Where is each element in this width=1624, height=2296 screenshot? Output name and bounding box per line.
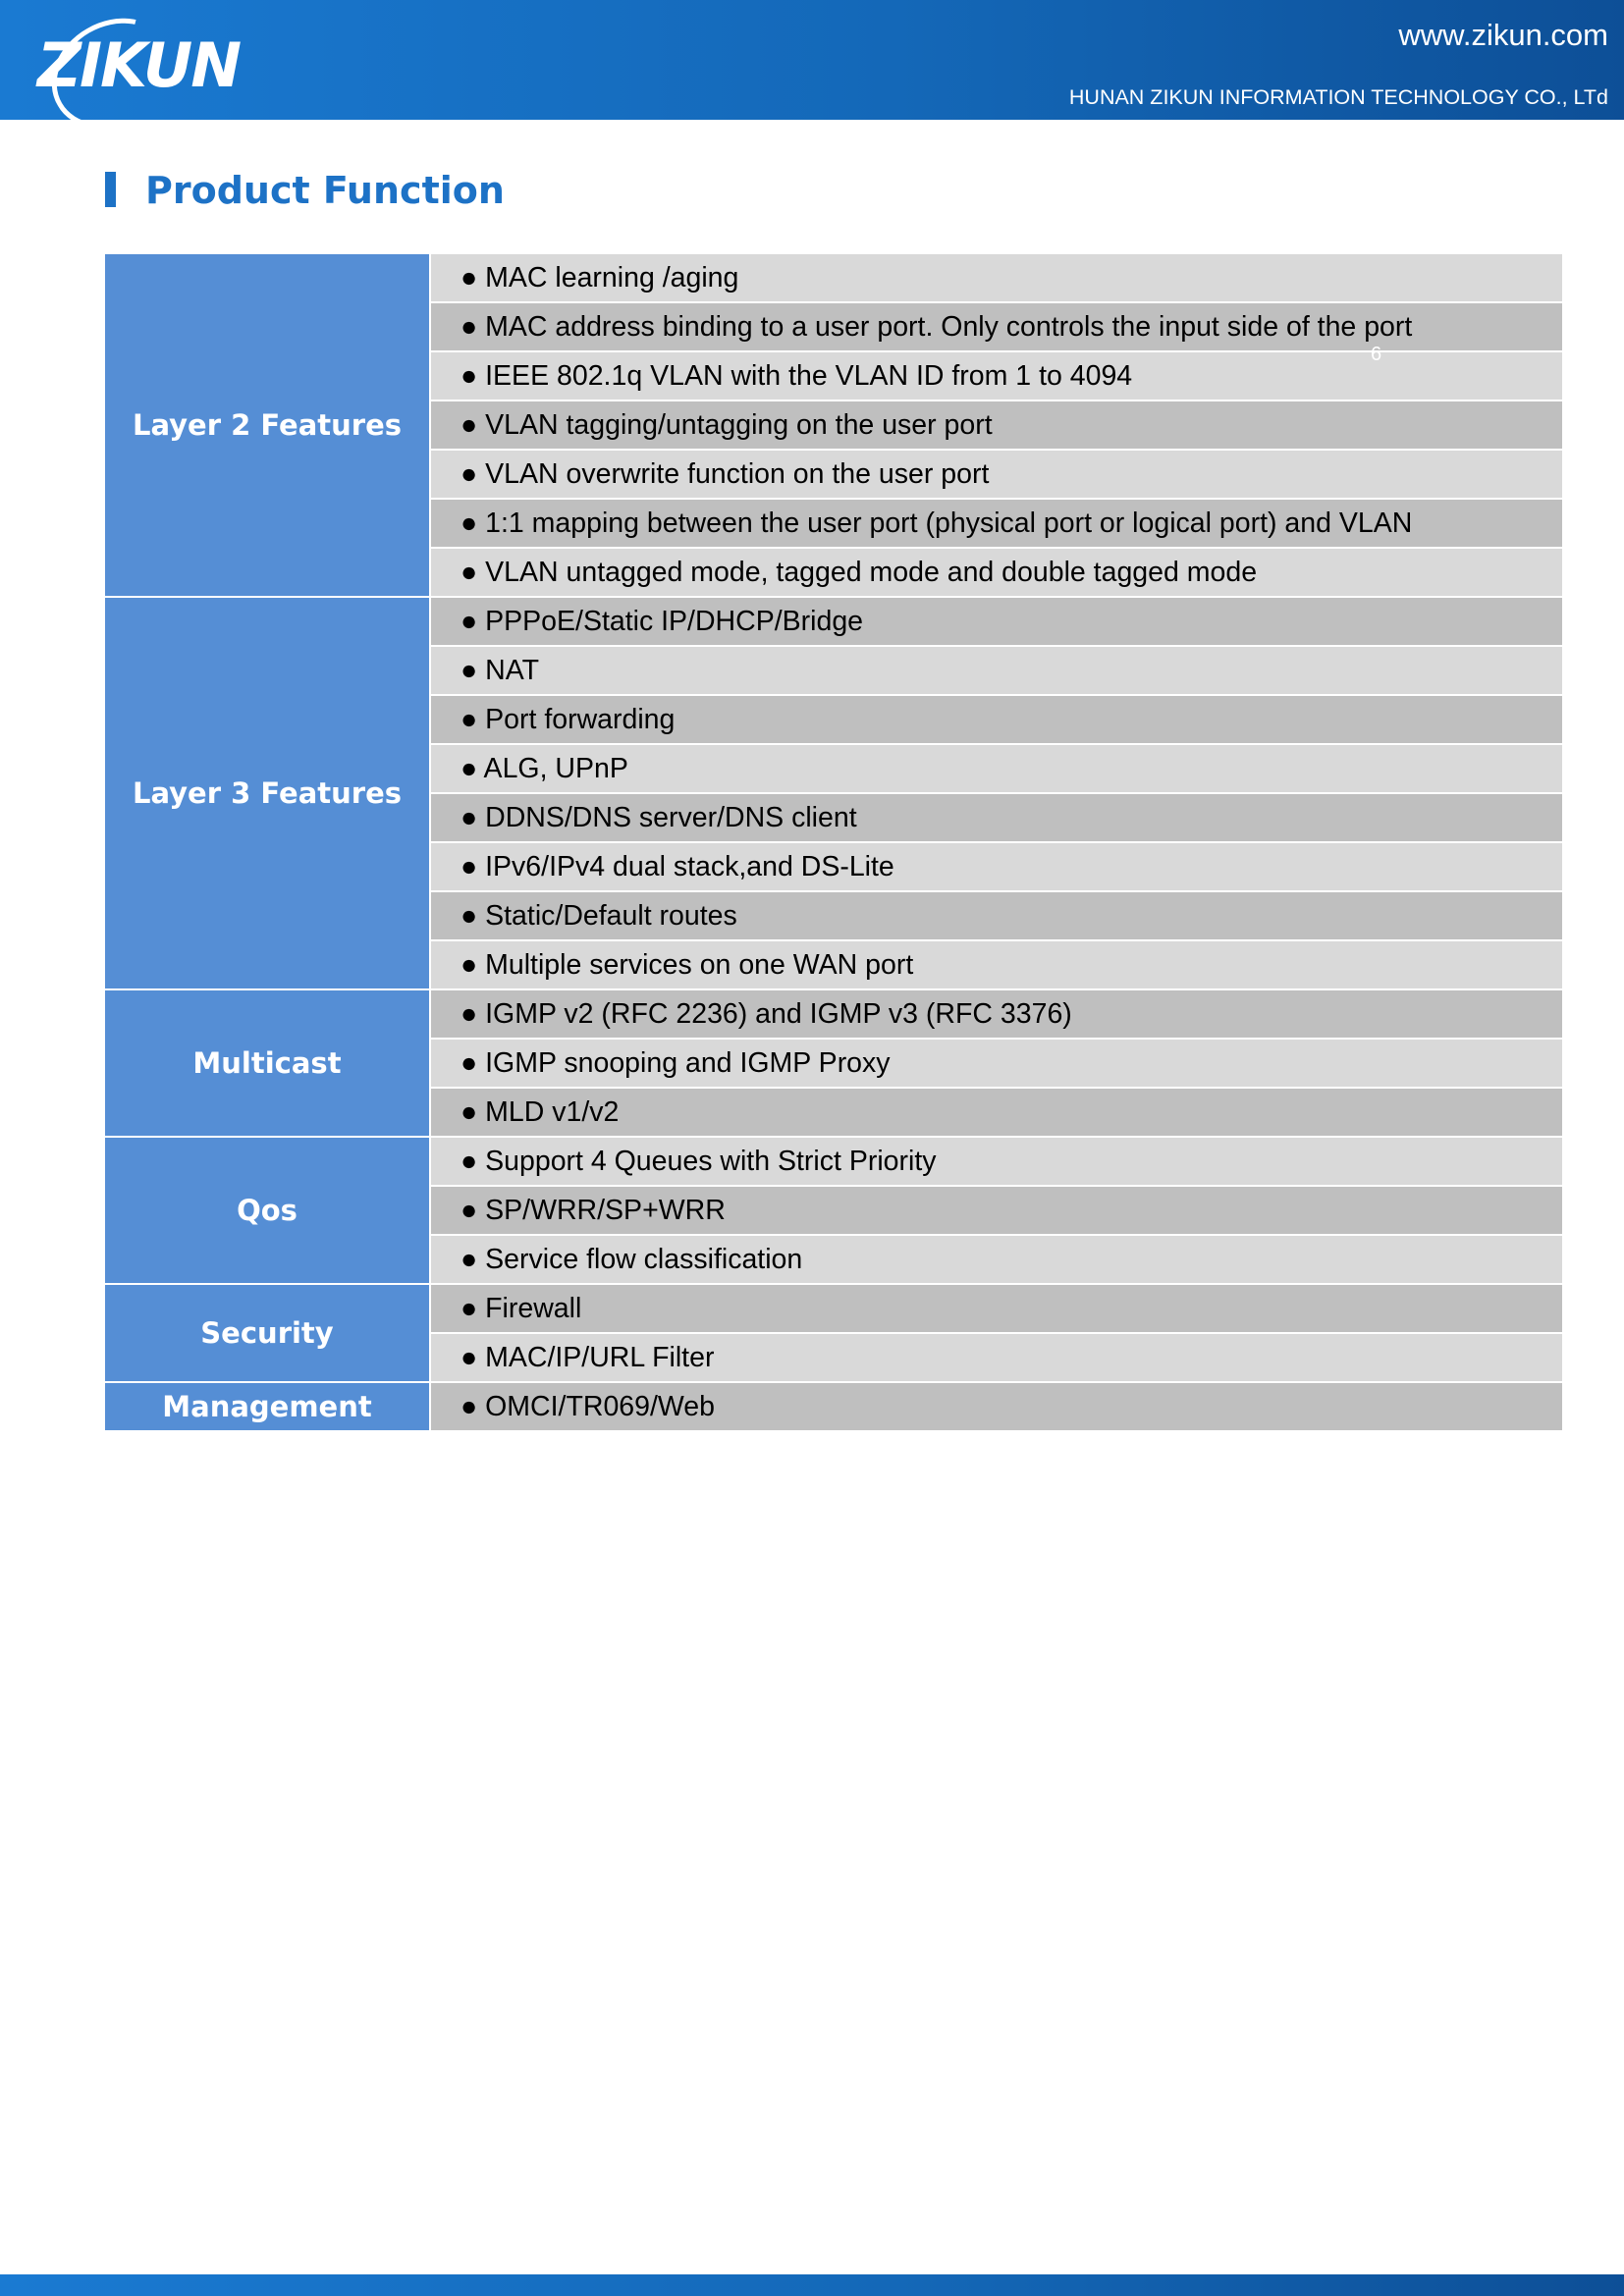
feature-row: ● IGMP v2 (RFC 2236) and IGMP v3 (RFC 3376): [431, 990, 1562, 1040]
feature-row: ● IEEE 802.1q VLAN with the VLAN ID from 1 to 4094: [431, 352, 1562, 401]
page-header: [0, 0, 1624, 120]
feature-row: ● VLAN untagged mode, tagged mode and double tagged mode: [431, 549, 1562, 598]
page-number: 6: [1371, 344, 1382, 365]
feature-row: ● MAC learning /aging: [431, 254, 1562, 303]
feature-row: ● PPPoE/Static IP/DHCP/Bridge: [431, 598, 1562, 647]
zikun-logo: [37, 10, 244, 116]
feature-row: ● MAC/IP/URL Filter: [431, 1334, 1562, 1383]
company-name: HUNAN ZIKUN INFORMATION TECHNOLOGY CO., LTd: [1068, 85, 1608, 109]
feature-list: [429, 990, 1562, 1138]
feature-list: [429, 254, 1562, 598]
feature-row: ● Firewall: [431, 1285, 1562, 1334]
category-cell: Multicast: [105, 990, 429, 1138]
feature-row: ● Port forwarding: [431, 696, 1562, 745]
feature-row: ● DDNS/DNS server/DNS client: [431, 794, 1562, 843]
section-title: Product Function: [145, 169, 505, 212]
feature-row: ● Multiple services on one WAN port: [431, 941, 1562, 990]
category-cell: Qos: [105, 1138, 429, 1285]
feature-row: ● NAT: [431, 647, 1562, 696]
product-function-table: [105, 254, 1562, 1432]
website-url: www.zikun.com: [1398, 18, 1608, 52]
feature-row: ● IPv6/IPv4 dual stack,and DS-Lite: [431, 843, 1562, 892]
feature-list: [429, 1138, 1562, 1285]
category-cell: Security: [105, 1285, 429, 1383]
feature-list: [429, 598, 1562, 990]
feature-group: [105, 1285, 1562, 1383]
feature-group: [105, 598, 1562, 990]
feature-row: ● OMCI/TR069/Web: [431, 1383, 1562, 1432]
feature-row: ● ALG, UPnP: [431, 745, 1562, 794]
feature-row: ● Support 4 Queues with Strict Priority: [431, 1138, 1562, 1187]
feature-row: ● 1:1 mapping between the user port (physical port or logical port) and VLAN: [431, 500, 1562, 549]
section-title-bar: [105, 172, 116, 207]
feature-list: [429, 1383, 1562, 1432]
feature-row: ● Service flow classification: [431, 1236, 1562, 1285]
feature-row: ● VLAN tagging/untagging on the user port: [431, 401, 1562, 451]
category-cell: Layer 3 Features: [105, 598, 429, 990]
feature-group: [105, 990, 1562, 1138]
feature-row: ● SP/WRR/SP+WRR: [431, 1187, 1562, 1236]
feature-row: ● MLD v1/v2: [431, 1089, 1562, 1138]
logo-text: ZIKUN: [37, 29, 241, 101]
feature-row: ● VLAN overwrite function on the user port: [431, 451, 1562, 500]
page-footer-band: [0, 2274, 1624, 2296]
feature-group: [105, 1383, 1562, 1432]
category-cell: Layer 2 Features: [105, 254, 429, 598]
feature-group: [105, 1138, 1562, 1285]
category-cell: Management: [105, 1383, 429, 1432]
feature-list: [429, 1285, 1562, 1383]
feature-row: ● MAC address binding to a user port. Only controls the input side of the port: [431, 303, 1562, 352]
feature-row: ● IGMP snooping and IGMP Proxy: [431, 1040, 1562, 1089]
feature-row: ● Static/Default routes: [431, 892, 1562, 941]
feature-group: [105, 254, 1562, 598]
